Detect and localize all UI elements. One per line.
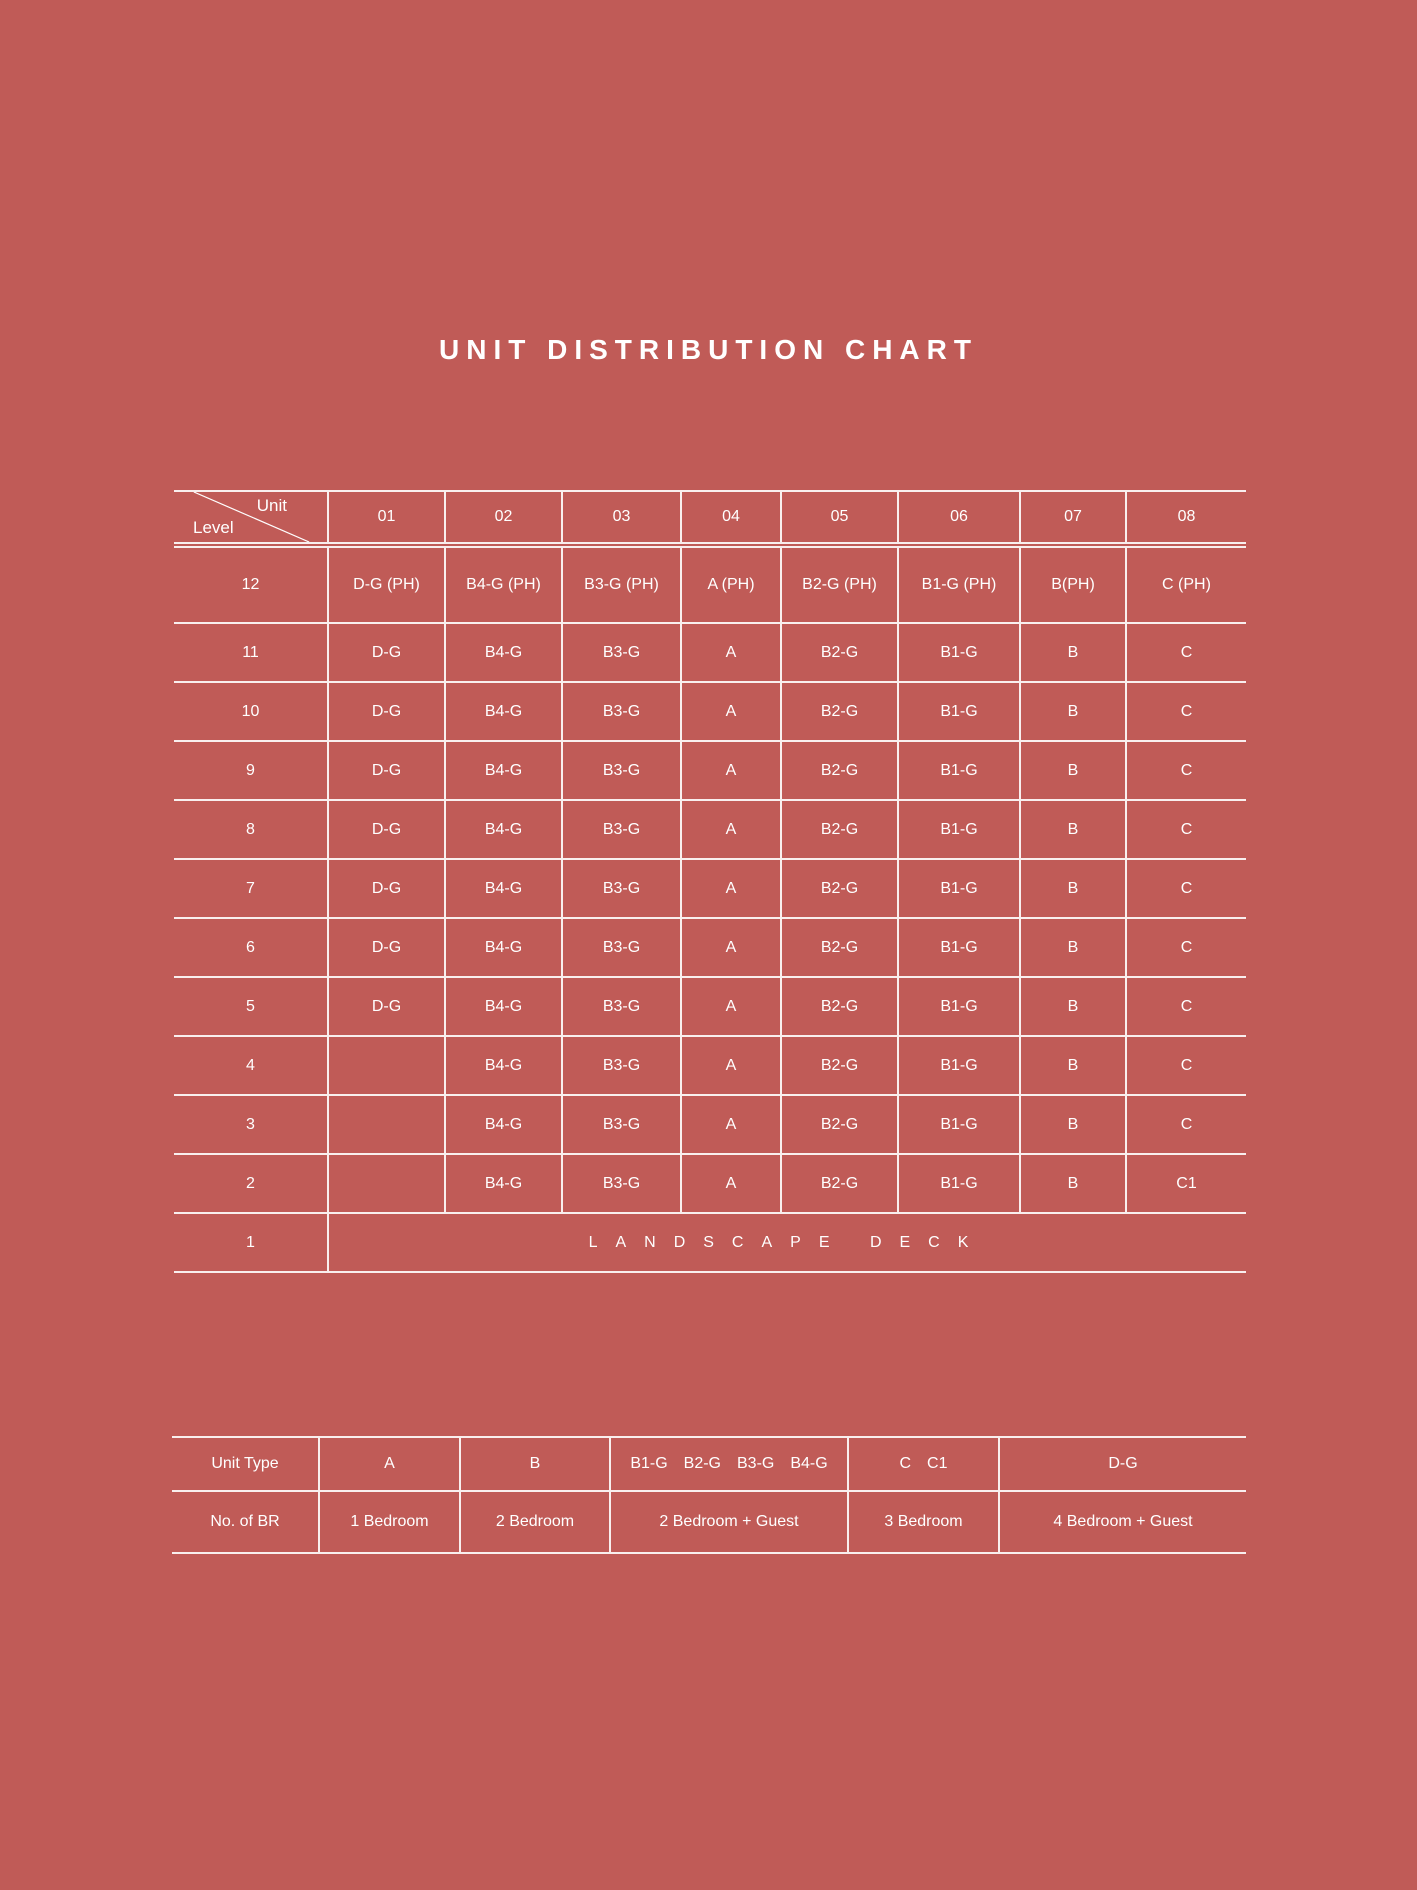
unit-type-label: B2-G <box>683 1455 721 1472</box>
ground-row <box>174 1213 1246 1272</box>
unit-cell: B4-G (PH) <box>445 545 562 623</box>
legend-bedroom-cell: 4 Bedroom + Guest <box>999 1491 1246 1553</box>
unit-cell: B4-G <box>445 1036 562 1095</box>
unit-header-05: 05 <box>781 491 898 545</box>
unit-cell: B1-G <box>898 1154 1020 1213</box>
unit-cell: D-G <box>328 977 445 1036</box>
unit-cell: B4-G <box>445 859 562 918</box>
unit-cell: B1-G <box>898 1095 1020 1154</box>
legend-bedroom-cell: 3 Bedroom <box>848 1491 999 1553</box>
table-row <box>174 682 1246 741</box>
legend-type-cell <box>460 1437 610 1491</box>
unit-cell: B1-G <box>898 977 1020 1036</box>
unit-cell: B3-G <box>562 859 681 918</box>
unit-cell: D-G <box>328 623 445 682</box>
level-cell: 9 <box>174 741 328 800</box>
legend-type-cell <box>319 1437 460 1491</box>
unit-cell: B1-G <box>898 623 1020 682</box>
unit-cell: B3-G <box>562 1036 681 1095</box>
unit-cell: B4-G <box>445 741 562 800</box>
unit-cell: B <box>1020 800 1126 859</box>
unit-header-02: 02 <box>445 491 562 545</box>
unit-cell: C <box>1126 741 1246 800</box>
table-row <box>174 741 1246 800</box>
table-row <box>174 1036 1246 1095</box>
unit-cell: A <box>681 1036 781 1095</box>
unit-type-label: B1-G <box>630 1455 668 1472</box>
unit-cell: C (PH) <box>1126 545 1246 623</box>
unit-cell: C <box>1126 859 1246 918</box>
unit-cell: A <box>681 859 781 918</box>
table-body <box>174 491 1246 1272</box>
unit-cell: B <box>1020 859 1126 918</box>
level-cell: 1 <box>174 1213 328 1272</box>
unit-type-label: C <box>899 1455 912 1472</box>
corner-unit-label: Unit <box>256 496 287 515</box>
level-cell: 2 <box>174 1154 328 1213</box>
unit-cell: C <box>1126 1036 1246 1095</box>
unit-cell <box>328 1036 445 1095</box>
legend-type-label: Unit Type <box>172 1437 319 1491</box>
unit-cell: B4-G <box>445 1154 562 1213</box>
legend-bedroom-row <box>172 1491 1246 1553</box>
unit-cell: B3-G (PH) <box>562 545 681 623</box>
unit-cell: B2-G <box>781 859 898 918</box>
unit-type-label: B3-G <box>737 1455 775 1472</box>
unit-type-label: C1 <box>927 1455 948 1472</box>
unit-header-04: 04 <box>681 491 781 545</box>
legend-type-cell <box>848 1437 999 1491</box>
legend-br-label: No. of BR <box>172 1491 319 1553</box>
unit-cell: B <box>1020 623 1126 682</box>
unit-header-06: 06 <box>898 491 1020 545</box>
unit-cell: B3-G <box>562 623 681 682</box>
table-row <box>174 1154 1246 1213</box>
unit-cell: B3-G <box>562 1154 681 1213</box>
unit-cell: B2-G (PH) <box>781 545 898 623</box>
unit-cell <box>328 1095 445 1154</box>
unit-cell: B2-G <box>781 1036 898 1095</box>
unit-cell: B2-G <box>781 918 898 977</box>
unit-cell: B <box>1020 741 1126 800</box>
unit-cell: D-G <box>328 800 445 859</box>
unit-cell: A <box>681 1095 781 1154</box>
unit-cell: A (PH) <box>681 545 781 623</box>
unit-cell: A <box>681 977 781 1036</box>
unit-cell: B4-G <box>445 977 562 1036</box>
table-row <box>174 800 1246 859</box>
unit-cell: A <box>681 1154 781 1213</box>
level-cell: 6 <box>174 918 328 977</box>
table-row <box>174 859 1246 918</box>
unit-cell: D-G <box>328 859 445 918</box>
unit-type-label: A <box>384 1455 395 1472</box>
unit-type-label: D-G <box>1108 1455 1138 1472</box>
level-cell: 8 <box>174 800 328 859</box>
unit-cell: B <box>1020 1036 1126 1095</box>
unit-cell: B3-G <box>562 800 681 859</box>
unit-cell: C <box>1126 682 1246 741</box>
level-cell: 5 <box>174 977 328 1036</box>
unit-distribution-table <box>174 490 1246 1273</box>
unit-cell: B1-G <box>898 859 1020 918</box>
legend-type-cell <box>999 1437 1246 1491</box>
unit-cell: C1 <box>1126 1154 1246 1213</box>
unit-cell: B2-G <box>781 1095 898 1154</box>
unit-cell: B1-G <box>898 741 1020 800</box>
unit-cell: B3-G <box>562 1095 681 1154</box>
unit-cell: B2-G <box>781 623 898 682</box>
unit-cell: C <box>1126 623 1246 682</box>
unit-cell: B4-G <box>445 623 562 682</box>
unit-cell: B(PH) <box>1020 545 1126 623</box>
level-cell: 10 <box>174 682 328 741</box>
unit-cell: A <box>681 741 781 800</box>
legend-bedroom-cell: 2 Bedroom <box>460 1491 610 1553</box>
unit-type-label: B4-G <box>790 1455 828 1472</box>
unit-cell: C <box>1126 1095 1246 1154</box>
unit-cell: B3-G <box>562 977 681 1036</box>
unit-cell: B <box>1020 918 1126 977</box>
unit-cell: B4-G <box>445 682 562 741</box>
unit-cell: C <box>1126 918 1246 977</box>
unit-header-01: 01 <box>328 491 445 545</box>
unit-cell: D-G (PH) <box>328 545 445 623</box>
unit-cell: B1-G <box>898 1036 1020 1095</box>
unit-cell: B4-G <box>445 918 562 977</box>
table-row <box>174 918 1246 977</box>
corner-header-cell <box>174 491 328 545</box>
level-cell: 12 <box>174 545 328 623</box>
unit-header-03: 03 <box>562 491 681 545</box>
legend-type-row <box>172 1437 1246 1491</box>
legend-bedroom-cell: 2 Bedroom + Guest <box>610 1491 848 1553</box>
level-cell: 4 <box>174 1036 328 1095</box>
unit-cell: D-G <box>328 741 445 800</box>
unit-cell <box>328 1154 445 1213</box>
unit-cell: A <box>681 623 781 682</box>
level-cell: 11 <box>174 623 328 682</box>
unit-type-legend <box>172 1436 1246 1554</box>
table-header-row <box>174 491 1246 545</box>
unit-cell: C <box>1126 800 1246 859</box>
legend-bedroom-cell: 1 Bedroom <box>319 1491 460 1553</box>
unit-cell: D-G <box>328 682 445 741</box>
unit-cell: A <box>681 800 781 859</box>
unit-cell: B3-G <box>562 918 681 977</box>
unit-cell: D-G <box>328 918 445 977</box>
unit-cell: B1-G <box>898 682 1020 741</box>
unit-cell: B2-G <box>781 800 898 859</box>
unit-cell: A <box>681 918 781 977</box>
unit-cell: C <box>1126 977 1246 1036</box>
level-cell: 7 <box>174 859 328 918</box>
unit-header-08: 08 <box>1126 491 1246 545</box>
table-row <box>174 623 1246 682</box>
unit-cell: B2-G <box>781 977 898 1036</box>
unit-cell: B1-G <box>898 918 1020 977</box>
unit-cell: B <box>1020 977 1126 1036</box>
landscape-deck-label: LANDSCAPE DECK <box>328 1213 1246 1272</box>
unit-cell: B3-G <box>562 682 681 741</box>
unit-cell: B <box>1020 682 1126 741</box>
unit-cell: B2-G <box>781 682 898 741</box>
unit-cell: B <box>1020 1154 1126 1213</box>
unit-cell: B2-G <box>781 1154 898 1213</box>
corner-level-label: Level <box>193 518 234 537</box>
unit-cell: B3-G <box>562 741 681 800</box>
page-title: UNIT DISTRIBUTION CHART <box>439 334 978 365</box>
table-row <box>174 977 1246 1036</box>
unit-cell: B4-G <box>445 1095 562 1154</box>
unit-cell: B1-G (PH) <box>898 545 1020 623</box>
legend-type-cell <box>610 1437 848 1491</box>
unit-cell: B4-G <box>445 800 562 859</box>
table-row <box>174 545 1246 623</box>
unit-type-label: B <box>529 1455 541 1472</box>
unit-cell: B <box>1020 1095 1126 1154</box>
table-row <box>174 1095 1246 1154</box>
unit-cell: B2-G <box>781 741 898 800</box>
unit-cell: B1-G <box>898 800 1020 859</box>
unit-cell: A <box>681 682 781 741</box>
level-cell: 3 <box>174 1095 328 1154</box>
unit-header-07: 07 <box>1020 491 1126 545</box>
